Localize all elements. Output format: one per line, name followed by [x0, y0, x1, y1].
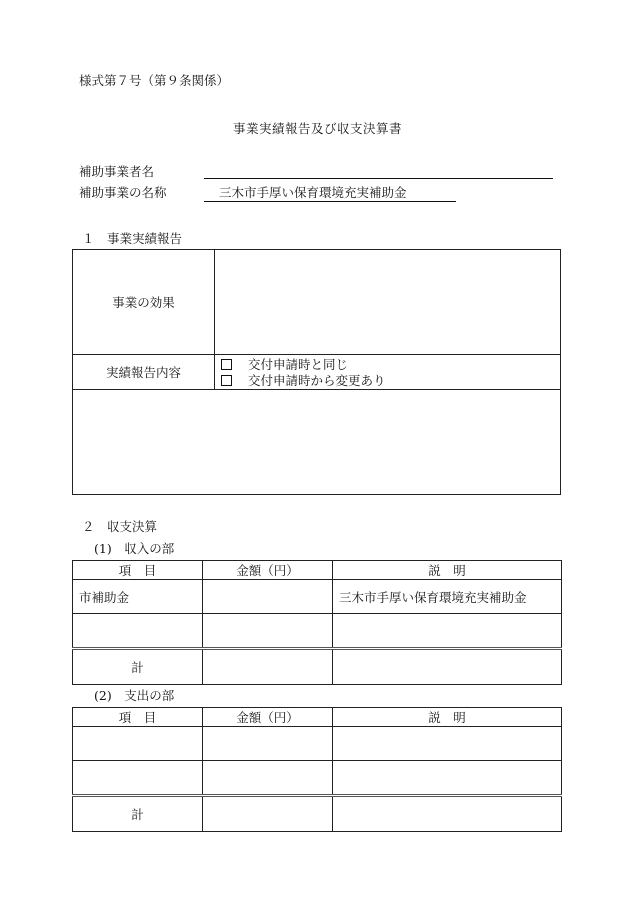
performance-report-table — [72, 249, 561, 495]
expense-description-cell[interactable] — [333, 727, 562, 761]
expense-item-cell[interactable] — [73, 727, 203, 761]
expense-item-cell[interactable] — [73, 761, 203, 796]
effect-label: 事業の効果 — [112, 295, 175, 310]
expense-total-row — [73, 796, 562, 832]
content-options-cell — [215, 355, 561, 390]
expense-table — [72, 707, 562, 832]
option-same[interactable] — [215, 356, 560, 372]
income-description-cell[interactable] — [333, 614, 562, 649]
expense-amount-cell[interactable] — [203, 727, 333, 761]
income-table — [72, 560, 562, 685]
table-row — [73, 727, 562, 761]
project-name-label: 補助事業の名称 — [79, 185, 167, 200]
expense-total-description[interactable] — [333, 796, 562, 832]
income-item-cell[interactable]: 市補助金 — [73, 580, 203, 614]
document-title: 事業実績報告及び収支決算書 — [233, 121, 403, 136]
section2-heading: ２ 収支決算 — [82, 519, 158, 534]
income-total-label: 計 — [73, 649, 203, 685]
income-amount-cell[interactable] — [203, 614, 333, 649]
expense-description-cell[interactable] — [333, 761, 562, 796]
project-name-underline — [204, 201, 456, 202]
effect-value-cell[interactable] — [215, 250, 561, 355]
content-label: 実績報告内容 — [105, 365, 181, 380]
effect-label-cell — [73, 250, 215, 355]
checkbox-icon[interactable] — [221, 359, 232, 370]
report-notes-cell[interactable] — [73, 390, 561, 495]
checkbox-icon[interactable] — [221, 375, 232, 386]
section1-heading: １ 事業実績報告 — [82, 231, 183, 246]
expense-subheading: (2) 支出の部 — [94, 688, 175, 703]
option-changed-label: 交付申請時から変更あり — [248, 373, 386, 388]
column-header-description: 説 明 — [333, 708, 562, 727]
project-name-value[interactable]: 三木市手厚い保育環境充実補助金 — [219, 185, 407, 200]
column-header-item: 項 目 — [73, 708, 203, 727]
income-total-amount[interactable] — [203, 649, 333, 685]
form-number: 様式第７号（第９条関係） — [79, 73, 230, 88]
income-description-cell[interactable]: 三木市手厚い保育環境充実補助金 — [333, 580, 562, 614]
operator-name-underline — [204, 178, 553, 179]
expense-total-label: 計 — [73, 796, 203, 832]
income-total-description[interactable] — [333, 649, 562, 685]
income-item-cell[interactable] — [73, 614, 203, 649]
table-row — [73, 580, 562, 614]
expense-total-amount[interactable] — [203, 796, 333, 832]
income-header-row — [73, 561, 562, 580]
expense-amount-cell[interactable] — [203, 761, 333, 796]
content-label-cell — [73, 355, 215, 390]
column-header-item: 項 目 — [73, 561, 203, 580]
column-header-description: 説 明 — [333, 561, 562, 580]
table-row — [73, 761, 562, 796]
operator-name-label: 補助事業者名 — [79, 164, 155, 179]
column-header-amount: 金額（円） — [203, 708, 333, 727]
expense-header-row — [73, 708, 562, 727]
income-subheading: (1) 収入の部 — [94, 541, 175, 556]
option-same-label: 交付申請時と同じ — [248, 357, 349, 372]
income-total-row — [73, 649, 562, 685]
income-amount-cell[interactable] — [203, 580, 333, 614]
column-header-amount: 金額（円） — [203, 561, 333, 580]
option-changed[interactable] — [215, 372, 560, 388]
table-row — [73, 614, 562, 649]
